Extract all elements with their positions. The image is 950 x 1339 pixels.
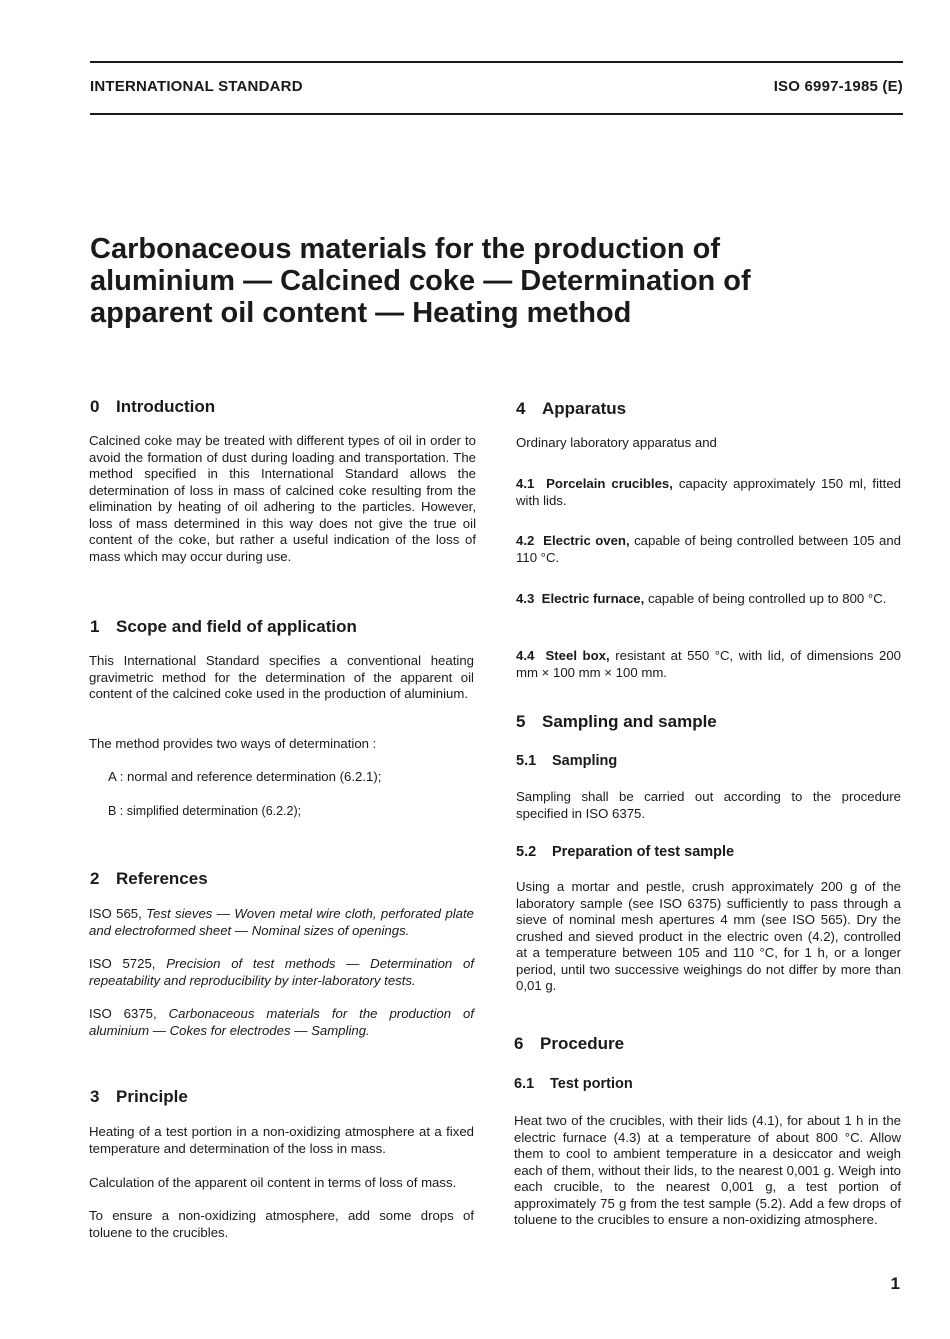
- section-3-paragraph-2: Calculation of the apparent oil content in terms of loss of mass.: [89, 1175, 457, 1190]
- subsection-6-1-body: Heat two of the crucibles, with their lids (4.1), for about 1 h in the electric furnace (4.3) at a temperature of about 800 °C. Allow them to cool to ambient temperature in a desiccator and weigh each of them, without their lids, to the nearest 0,001 g. Weigh into each crucible, to the nearest 0,001 g, a test portion of approximately 75 g from the test sample (5.2). Add a few drops of toluene to the crucibles to ensure a non-oxidizing atmosphere.: [514, 1113, 901, 1227]
- section-1-heading: 1 Scope and field of application: [90, 617, 357, 636]
- reference-iso-6375: ISO 6375, Carbonaceous materials for the production of aluminium — Cokes for electrodes — Sampling.: [89, 1006, 475, 1038]
- reference-iso-565: ISO 565, Test sieves — Woven metal wire cloth, perforated plate and electroformed sheet — Nominal sizes of openings.: [89, 906, 474, 938]
- subsection-5-1-body: Sampling shall be carried out according to the procedure specified in ISO 6375.: [516, 789, 901, 821]
- subsection-5-2-heading: 5.2 Preparation of test sample: [516, 844, 735, 860]
- header-rule: [90, 113, 903, 115]
- section-0-body: Calcined coke may be treated with different types of oil in order to avoid the formation of dust during loading and transportation. The method specified in this International Standard allows the determination of loss in mass of calcined coke resulting from the elimination by heating of oil adhering to the particles. However, loss of mass determined in this way does not give the true oil content of the coke, but rather a useful indication of the loss of mass which may occur during use.: [89, 433, 476, 564]
- section-2-heading: 2 References: [90, 869, 208, 888]
- apparatus-item-4-4: 4.4 Steel box, resistant at 550 °C, with lid, of dimensions 200 mm × 100 mm × 100 mm.: [516, 648, 901, 680]
- section-4-heading: 4 Apparatus: [516, 399, 627, 418]
- section-3-paragraph-3: To ensure a non-oxidizing atmosphere, add some drops of toluene to the crucibles.: [89, 1208, 474, 1240]
- subsection-5-2-body: Using a mortar and pestle, crush approximately 200 g of the laboratory sample (see ISO 6375) sufficiently to pass through a sieve of nominal mesh apertures 4 mm (see ISO 565). Dry the crushed and sieved product in the electric oven (4.2), controlled at a temperature between 105 and 110 °C, for 1 h, or a longer period, until two successive weighings do not differ by more than 0,01 g.: [516, 879, 901, 993]
- top-rule: [90, 61, 903, 63]
- section-1-way-a: A : normal and reference determination (6.2.1);: [108, 769, 382, 784]
- section-5-heading: 5 Sampling and sample: [516, 712, 717, 731]
- section-1-way-b: B : simplified determination (6.2.2);: [108, 804, 302, 818]
- subsection-5-1-heading: 5.1 Sampling: [516, 753, 618, 769]
- section-4-intro: Ordinary laboratory apparatus and: [516, 435, 717, 450]
- section-6-heading: 6 Procedure: [514, 1034, 625, 1053]
- section-1-body: This International Standard specifies a conventional heating gravimetric method for the determination of the apparent oil content of the calcined coke used in the production of aluminium.: [89, 653, 474, 701]
- reference-iso-5725: ISO 5725, Precision of test methods — Determination of repeatability and reproducibility by inter-laboratory tests.: [89, 956, 474, 988]
- apparatus-item-4-3: 4.3 Electric furnace, capable of being controlled up to 800 °C.: [516, 591, 887, 606]
- subsection-6-1-heading: 6.1 Test portion: [514, 1076, 633, 1092]
- section-3-paragraph-1: Heating of a test portion in a non-oxidizing atmosphere at a fixed temperature and determination of the loss in mass.: [89, 1124, 474, 1156]
- section-3-heading: 3 Principle: [90, 1087, 188, 1106]
- apparatus-item-4-1: 4.1 Porcelain crucibles, capacity approximately 150 ml, fitted with lids.: [516, 476, 901, 508]
- header-document-id: ISO 6997-1985 (E): [773, 78, 903, 95]
- apparatus-item-4-2: 4.2 Electric oven, capable of being controlled between 105 and 110 °C.: [516, 533, 901, 565]
- page-number: 1: [890, 1274, 900, 1293]
- section-1-ways-intro: The method provides two ways of determination :: [89, 736, 377, 751]
- header-standard-label: INTERNATIONAL STANDARD: [90, 78, 303, 95]
- document-title: Carbonaceous materials for the production of aluminium — Calcined coke — Determination of apparent oil content — Heating method: [90, 233, 751, 329]
- section-0-heading: 0 Introduction: [90, 397, 216, 416]
